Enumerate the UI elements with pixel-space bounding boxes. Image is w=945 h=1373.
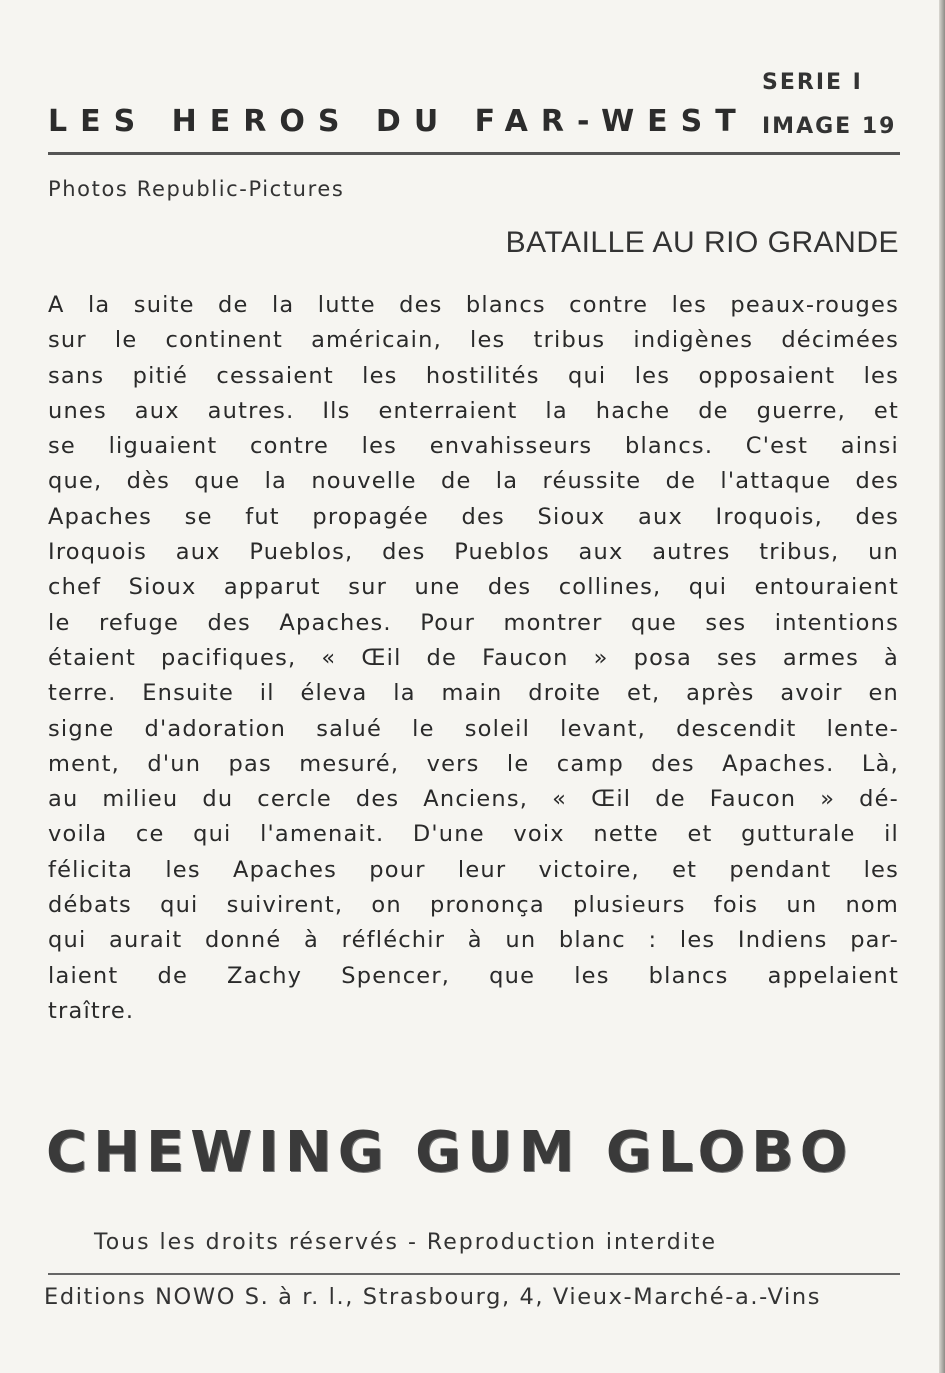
rights-notice: Tous les droits réservés - Reproduction interdite (94, 1230, 717, 1255)
story-line: félicita les Apaches pour leur victoire, et pendant les (48, 856, 899, 883)
story-line: ment, d'un pas mesuré, vers le camp des Apaches. Là, (48, 750, 899, 777)
story-text (48, 288, 899, 1029)
story-line: chef Sioux apparut sur une des collines, qui entouraient (48, 574, 899, 601)
story-line: que, dès que la nouvelle de la réussite de l'attaque des (48, 468, 899, 495)
story-line: le refuge des Apaches. Pour montrer que ses intentions (48, 609, 899, 636)
serie-label: SERIE I (762, 70, 863, 95)
story-line: Apaches se fut propagée des Sioux aux Iroquois, des (48, 503, 899, 530)
story-line: sans pitié cessaient les hostilités qui les opposaient les (48, 362, 899, 389)
story-line: sur le continent américain, les tribus indigènes décimées (48, 327, 899, 354)
publisher-address: Editions NOWO S. à r. l., Strasbourg, 4, Vieux-Marché-a.-Vins (44, 1284, 822, 1310)
story-line: débats qui suivirent, on prononça plusieurs fois un nom (48, 892, 899, 919)
story-line: signe d'adoration salué le soleil levant, descendit lente- (48, 715, 899, 742)
story-title: BATAILLE AU RIO GRANDE (505, 226, 899, 259)
story-line: voila ce qui l'amenait. D'une voix nette et gutturale il (48, 821, 899, 848)
image-number: IMAGE 19 (762, 114, 897, 139)
story-line: terre. Ensuite il éleva la main droite et, après avoir en (48, 680, 899, 707)
story-line: unes aux autres. Ils enterraient la hache de guerre, et (48, 397, 899, 424)
story-line: au milieu du cercle des Anciens, « Œil de Faucon » dé- (48, 786, 899, 813)
series-title: LES HEROS DU FAR-WEST (48, 104, 749, 139)
story-line: qui aurait donné à réfléchir à un blanc : les Indiens par- (48, 927, 899, 954)
story-line: A la suite de la lutte des blancs contre les peaux-rouges (48, 292, 899, 318)
story-line: se liguaient contre les envahisseurs blancs. C'est ainsi (48, 433, 899, 460)
story-line: laient de Zachy Spencer, que les blancs appelaient (48, 962, 899, 989)
card-edge (939, 0, 945, 1373)
brand-name: CHEWING GUM GLOBO (46, 1120, 854, 1185)
story-line: Iroquois aux Pueblos, des Pueblos aux autres tribus, un (48, 539, 899, 566)
photos-credit: Photos Republic-Pictures (48, 177, 345, 201)
story-line: traître. (48, 997, 135, 1024)
story-line: étaient pacifiques, « Œil de Faucon » posa ses armes à (48, 644, 899, 671)
header-divider (48, 152, 900, 155)
footer-divider (48, 1273, 900, 1275)
